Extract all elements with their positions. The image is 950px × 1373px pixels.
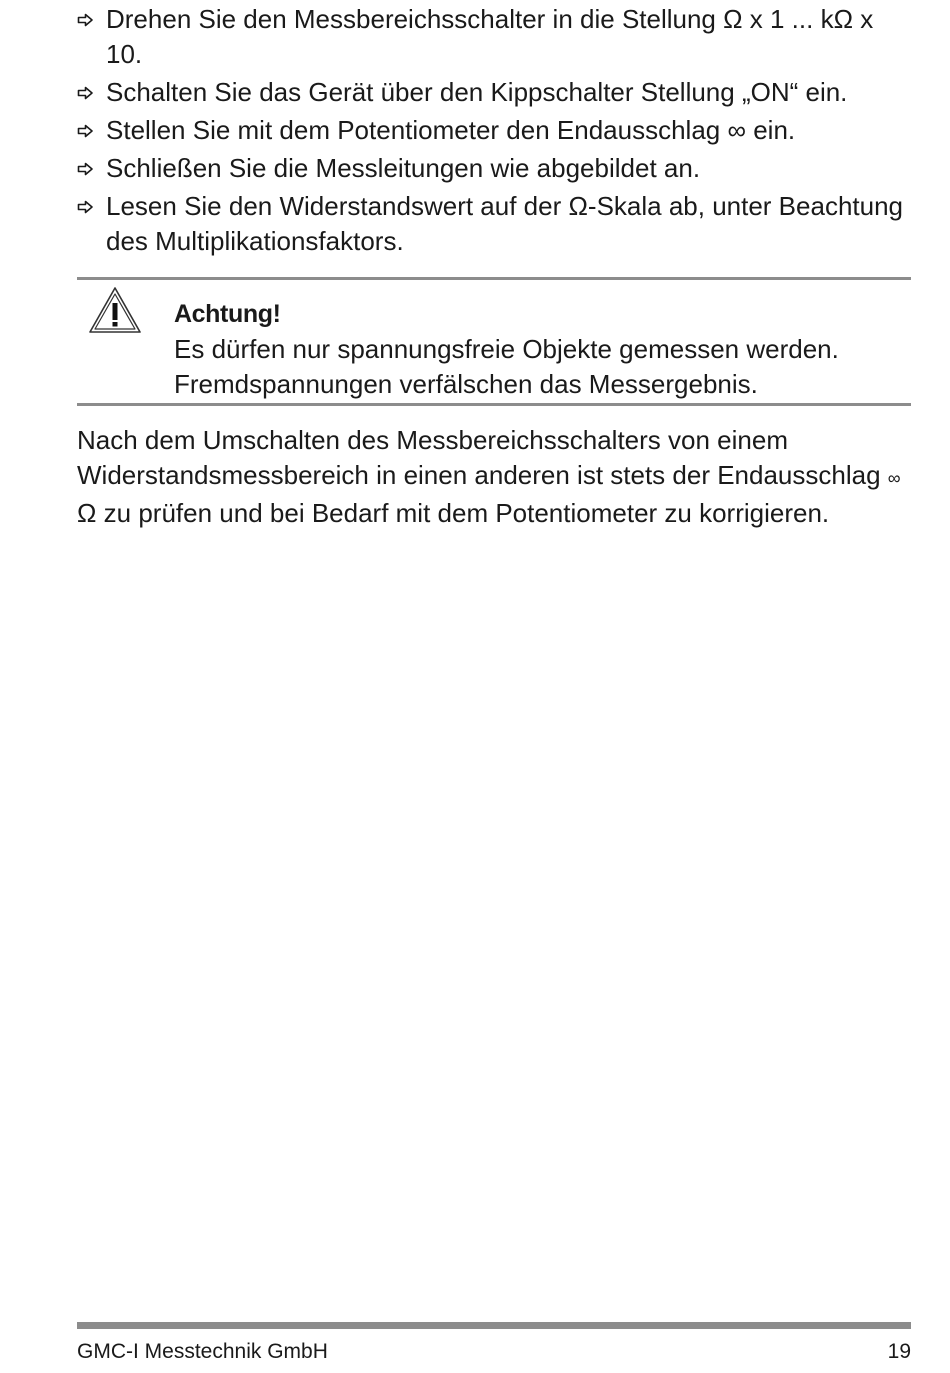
step-text: Stellen Sie mit dem Potentiometer den Endausschlag ∞ ein.	[106, 115, 796, 145]
instruction-step	[77, 75, 911, 110]
step-text: Schalten Sie das Gerät über den Kippschalter Stellung „ON“ ein.	[106, 77, 848, 107]
step-text: Drehen Sie den Messbereichsschalter in die Stellung Ω x 1 ... kΩ x 10.	[106, 4, 874, 69]
footer-company: GMC-I Messtechnik GmbH	[77, 1340, 328, 1363]
warning-triangle-icon	[87, 285, 143, 340]
warning-box	[77, 277, 911, 406]
instruction-step	[77, 151, 911, 186]
paragraph-text: Nach dem Umschalten des Messbereichsschalters von einem Widerstandsmessbereich in einen anderen ist stets der Endausschlag	[77, 425, 888, 490]
step-text: Lesen Sie den Widerstandswert auf der Ω-Skala ab, unter Beachtung des Multiplikationsfaktors.	[106, 191, 904, 256]
paragraph-text-end: Ω zu prüfen und bei Bedarf mit dem Potentiometer zu korrigieren.	[77, 498, 830, 528]
warning-line: Fremdspannungen verfälschen das Messergebnis.	[174, 369, 758, 399]
instruction-step	[77, 189, 911, 259]
warning-text	[174, 297, 904, 402]
warning-title: Achtung!	[174, 300, 281, 328]
warning-line: Es dürfen nur spannungsfreie Objekte gemessen werden.	[174, 334, 839, 364]
arrow-right-icon	[77, 113, 106, 148]
infinity-symbol: ∞	[887, 468, 901, 488]
arrow-right-icon	[77, 151, 106, 186]
step-text: Schließen Sie die Messleitungen wie abgebildet an.	[106, 153, 701, 183]
instruction-step	[77, 113, 911, 148]
page-number: 19	[887, 1340, 911, 1363]
body-paragraph	[77, 423, 911, 531]
footer-rule	[77, 1322, 911, 1329]
arrow-right-icon	[77, 189, 106, 224]
arrow-right-icon	[77, 75, 106, 110]
instruction-step	[77, 2, 911, 72]
arrow-right-icon	[77, 2, 106, 37]
instruction-steps	[77, 2, 911, 262]
